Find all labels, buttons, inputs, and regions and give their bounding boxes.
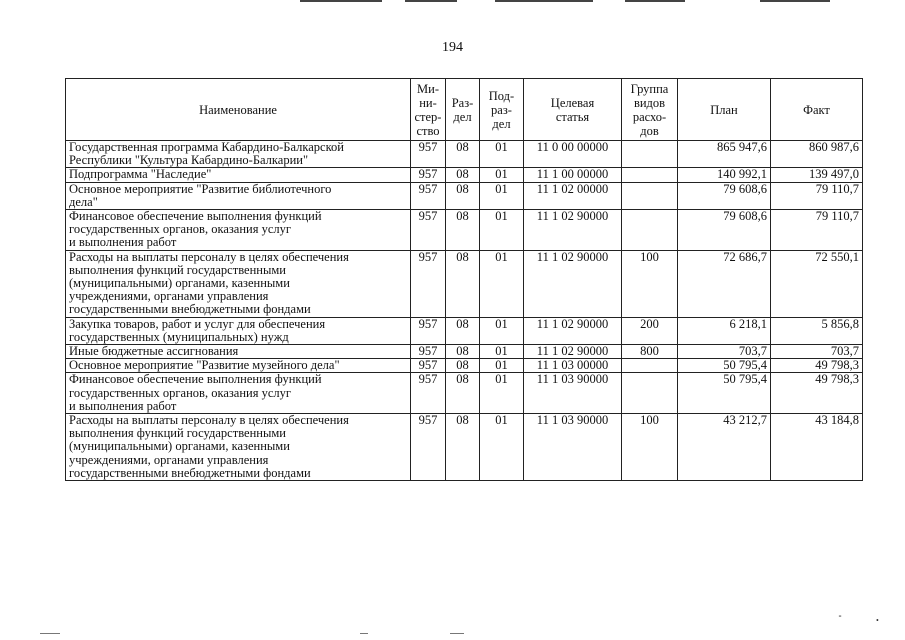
row-name: Финансовое обеспечение выполнения функций государственных органов, оказания услуг и выполнения работ	[66, 210, 411, 251]
row-ministry: 957	[411, 141, 446, 168]
page-number: 194	[442, 40, 463, 55]
row-group	[622, 359, 678, 373]
table-row	[66, 210, 863, 251]
row-subsection: 01	[480, 359, 524, 373]
row-group	[622, 373, 678, 414]
row-ministry: 957	[411, 182, 446, 209]
table-row	[66, 317, 863, 344]
row-section: 08	[446, 414, 480, 481]
scan-bottom-line	[360, 633, 368, 634]
row-subsection: 01	[480, 414, 524, 481]
row-group	[622, 168, 678, 182]
scan-top-line	[495, 0, 593, 2]
row-fact: 49 798,3	[771, 373, 863, 414]
row-target: 11 1 03 00000	[524, 359, 622, 373]
scan-bottom-line	[450, 633, 464, 634]
row-section: 08	[446, 141, 480, 168]
row-fact: 43 184,8	[771, 414, 863, 481]
scan-bottom-line	[40, 633, 60, 634]
scan-top-line	[405, 0, 457, 2]
row-fact: 139 497,0	[771, 168, 863, 182]
row-name: Основное мероприятие "Развитие библиотечного дела"	[66, 182, 411, 209]
row-fact: 79 110,7	[771, 210, 863, 251]
row-group: 200	[622, 317, 678, 344]
row-ministry: 957	[411, 359, 446, 373]
row-plan: 50 795,4	[678, 359, 771, 373]
row-subsection: 01	[480, 182, 524, 209]
row-plan: 6 218,1	[678, 317, 771, 344]
row-plan: 50 795,4	[678, 373, 771, 414]
row-section: 08	[446, 210, 480, 251]
row-plan: 72 686,7	[678, 250, 771, 317]
row-ministry: 957	[411, 317, 446, 344]
row-fact: 860 987,6	[771, 141, 863, 168]
row-plan: 140 992,1	[678, 168, 771, 182]
header-fact: Факт	[771, 79, 863, 141]
row-group: 100	[622, 250, 678, 317]
row-target: 11 1 02 00000	[524, 182, 622, 209]
scan-top-line	[300, 0, 382, 2]
table-row	[66, 345, 863, 359]
row-subsection: 01	[480, 210, 524, 251]
row-target: 11 1 02 90000	[524, 250, 622, 317]
row-plan: 865 947,6	[678, 141, 771, 168]
row-name: Финансовое обеспечение выполнения функций государственных органов, оказания услуг и выполнения работ	[66, 373, 411, 414]
row-target: 11 1 03 90000	[524, 373, 622, 414]
row-fact: 5 856,8	[771, 317, 863, 344]
header-plan: План	[678, 79, 771, 141]
row-name: Подпрограмма "Наследие"	[66, 168, 411, 182]
row-target: 11 0 00 00000	[524, 141, 622, 168]
scan-top-line	[760, 0, 830, 2]
row-target: 11 1 02 90000	[524, 317, 622, 344]
row-name: Основное мероприятие "Развитие музейного дела"	[66, 359, 411, 373]
row-subsection: 01	[480, 141, 524, 168]
table-row	[66, 250, 863, 317]
row-subsection: 01	[480, 250, 524, 317]
table-row	[66, 168, 863, 182]
table-row	[66, 359, 863, 373]
row-section: 08	[446, 373, 480, 414]
row-section: 08	[446, 359, 480, 373]
row-ministry: 957	[411, 168, 446, 182]
header-subsection: Под- раз- дел	[480, 79, 524, 141]
table-row	[66, 373, 863, 414]
row-target: 11 1 02 90000	[524, 210, 622, 251]
row-ministry: 957	[411, 210, 446, 251]
header-group: Группа видов расхо- дов	[622, 79, 678, 141]
row-group	[622, 210, 678, 251]
row-ministry: 957	[411, 373, 446, 414]
row-subsection: 01	[480, 168, 524, 182]
row-ministry: 957	[411, 414, 446, 481]
row-fact: 79 110,7	[771, 182, 863, 209]
table-row	[66, 182, 863, 209]
scan-speck: ⁃	[838, 612, 842, 621]
row-section: 08	[446, 317, 480, 344]
row-section: 08	[446, 168, 480, 182]
header-name: Наименование	[66, 79, 411, 141]
scan-top-line	[625, 0, 685, 2]
header-target: Целевая статья	[524, 79, 622, 141]
row-fact: 49 798,3	[771, 359, 863, 373]
row-plan: 79 608,6	[678, 182, 771, 209]
scan-speck: •	[876, 616, 879, 625]
row-target: 11 1 02 90000	[524, 345, 622, 359]
row-group	[622, 141, 678, 168]
row-ministry: 957	[411, 250, 446, 317]
row-target: 11 1 00 00000	[524, 168, 622, 182]
row-section: 08	[446, 250, 480, 317]
row-name: Расходы на выплаты персоналу в целях обеспечения выполнения функций государственными (муниципальными) органами, казенными учреждениями, органами управления государственными внебюджетными фондами	[66, 414, 411, 481]
row-section: 08	[446, 182, 480, 209]
row-group	[622, 182, 678, 209]
row-subsection: 01	[480, 345, 524, 359]
row-subsection: 01	[480, 373, 524, 414]
row-group: 800	[622, 345, 678, 359]
table-row	[66, 141, 863, 168]
row-section: 08	[446, 345, 480, 359]
row-fact: 72 550,1	[771, 250, 863, 317]
row-ministry: 957	[411, 345, 446, 359]
table-row	[66, 414, 863, 481]
row-plan: 43 212,7	[678, 414, 771, 481]
row-target: 11 1 03 90000	[524, 414, 622, 481]
row-plan: 79 608,6	[678, 210, 771, 251]
header-section: Раз- дел	[446, 79, 480, 141]
row-name: Государственная программа Кабардино-Балкарской Республики "Культура Кабардино-Балкарии"	[66, 141, 411, 168]
budget-table	[65, 78, 863, 481]
row-name: Расходы на выплаты персоналу в целях обеспечения выполнения функций государственными (муниципальными) органами, казенными учреждениями, органами управления государственными внебюджетными фондами	[66, 250, 411, 317]
row-name: Иные бюджетные ассигнования	[66, 345, 411, 359]
header-ministry: Ми- ни- стер- ство	[411, 79, 446, 141]
row-group: 100	[622, 414, 678, 481]
row-name: Закупка товаров, работ и услуг для обеспечения государственных (муниципальных) нужд	[66, 317, 411, 344]
row-plan: 703,7	[678, 345, 771, 359]
row-subsection: 01	[480, 317, 524, 344]
row-fact: 703,7	[771, 345, 863, 359]
